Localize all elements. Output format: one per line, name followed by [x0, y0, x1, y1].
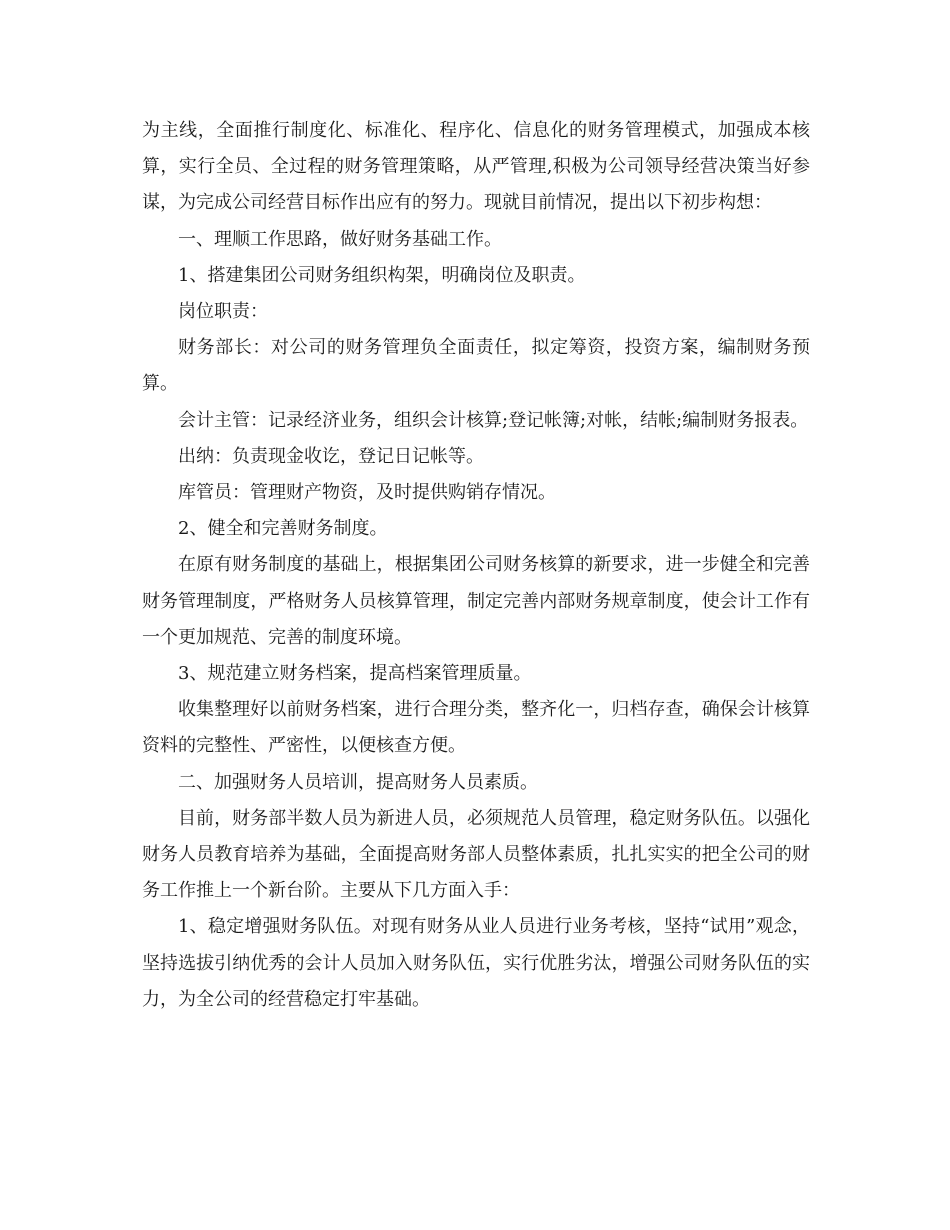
body-paragraph: 出纳：负责现金收讫，登记日记帐等。: [178, 445, 484, 467]
body-paragraph: 库管员：管理财产物资，及时提供购销存情况。: [178, 482, 556, 504]
body-paragraph: 目前，财务部半数人员为新进人员，必须规范人员管理，稳定财务队伍。以强化财务人员教育培养为基础，全面提高财务部人员整体素质，扎扎实实的把全公司的财务工作推上一个新台阶。主要从下几方面入手：: [142, 807, 810, 902]
body-paragraph: 在原有财务制度的基础上，根据集团公司财务核算的新要求，进一步健全和完善财务管理制度，严格财务人员核算管理，制定完善内部财务规章制度，使会计工作有一个更加规范、完善的制度环境。: [142, 554, 810, 648]
body-paragraph: 财务部长：对公司的财务管理负全面责任，拟定筹资，投资方案，编制财务预算。: [142, 337, 810, 395]
subsection-heading: 2、健全和完善财务制度。: [178, 518, 388, 540]
document-body: [142, 113, 810, 1018]
body-paragraph: 会计主管：记录经济业务，组织会计核算;登记帐簿;对帐，结帐;编制财务报表。: [178, 409, 809, 431]
body-paragraph: 收集整理好以前财务档案，进行合理分类，整齐化一，归档存查，确保会计核算资料的完整性、严密性，以便核查方便。: [142, 699, 810, 757]
body-paragraph: 岗位职责：: [178, 301, 268, 323]
section-heading: 一、理顺工作思路，做好财务基础工作。: [178, 228, 502, 250]
subsection-heading: 3、规范建立财务档案，提高档案管理质量。: [178, 663, 532, 685]
subsection-heading: 1、搭建集团公司财务组织构架，明确岗位及职责。: [178, 264, 586, 286]
section-heading: 二、加强财务人员培训，提高财务人员素质。: [178, 771, 538, 793]
body-paragraph: 1、稳定增强财务队伍。对现有财务从业人员进行业务考核，坚持“试用”观念，坚持选拔引纳优秀的会计人员加入财务队伍，实行优胜劣汰，增强公司财务队伍的实力，为全公司的经营稳定打牢基础。: [142, 916, 810, 1010]
body-paragraph: 为主线，全面推行制度化、标准化、程序化、信息化的财务管理模式，加强成本核算，实行全员、全过程的财务管理策略，从严管理,积极为公司领导经营决策当好参谋，为完成公司经营目标作出应有的努力。现就目前情况，提出以下初步构想：: [142, 120, 810, 214]
